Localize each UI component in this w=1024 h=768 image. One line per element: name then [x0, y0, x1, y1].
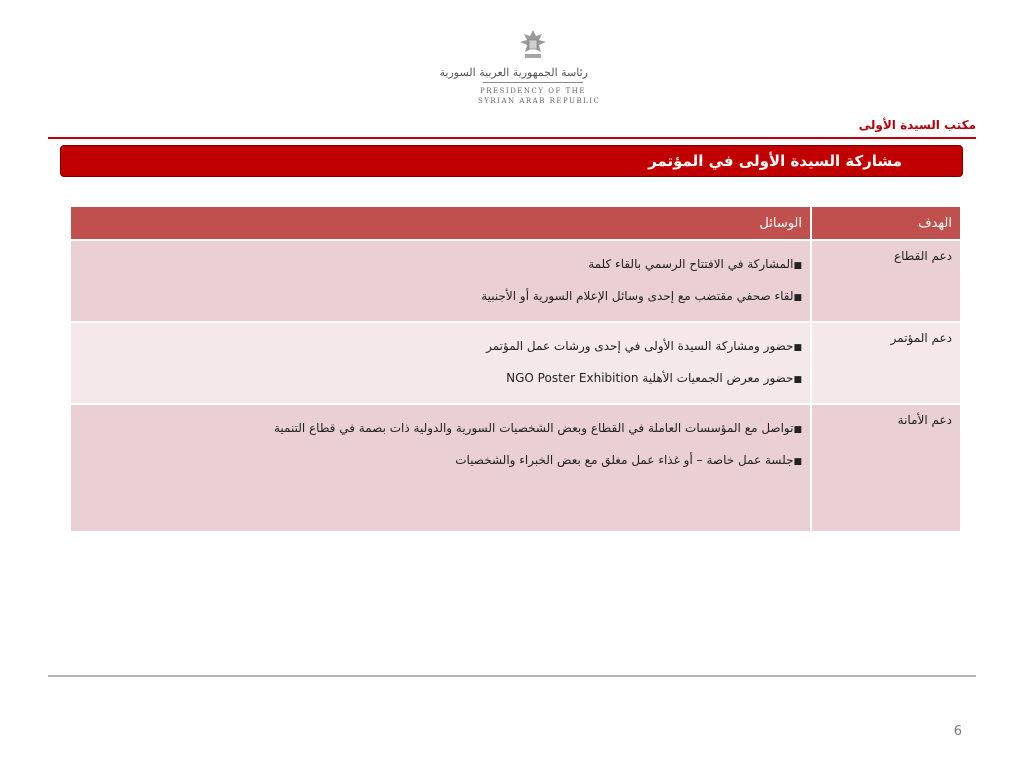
table-row: [70, 240, 961, 322]
means-cell: [70, 404, 811, 532]
means-text: لقاء صحفي مقتضب مع إحدى وسائل الإعلام السورية أو الأجنبية: [481, 289, 794, 303]
list-item: [79, 331, 802, 363]
goal-cell: دعم الأمانة: [811, 404, 961, 532]
means-text: حضور ومشاركة السيدة الأولى في إحدى ورشات عمل المؤتمر: [486, 339, 794, 353]
list-item: [79, 363, 802, 395]
means-cell: [70, 322, 811, 404]
table-row: [70, 322, 961, 404]
logo-english-line1: PRESIDENCY OF THE: [480, 87, 586, 95]
page-title: مشاركة السيدة الأولى في المؤتمر: [648, 152, 902, 170]
list-item: [79, 445, 802, 477]
office-name: مكتب السيدة الأولى: [858, 118, 976, 132]
header-divider: [48, 137, 976, 139]
header-goal: الهدف: [811, 206, 961, 240]
title-bar: [60, 145, 963, 177]
means-text: تواصل مع المؤسسات العاملة في القطاع وبعض الشخصيات السورية والدولية ذات بصمة في قطاع التنمية: [273, 421, 794, 435]
logo-arabic-text: رئاسة الجمهورية العربية السورية: [439, 66, 588, 79]
table-header-row: [70, 206, 961, 240]
goal-cell: دعم المؤتمر: [811, 322, 961, 404]
header-means: الوسائل: [70, 206, 811, 240]
goal-cell: دعم القطاع: [811, 240, 961, 322]
table-row: [70, 404, 961, 532]
bullet-icon: ■: [793, 425, 802, 435]
footer-divider: [48, 675, 976, 677]
logo-divider: [483, 82, 583, 83]
goals-means-table: [69, 205, 962, 533]
logo-english-line2: SYRIAN ARAB REPUBLIC: [478, 97, 601, 105]
page-number: 6: [953, 724, 962, 739]
bullet-icon: ■: [793, 293, 802, 303]
bullet-icon: ■: [793, 343, 802, 353]
list-item: [79, 413, 802, 445]
means-cell: [70, 240, 811, 322]
emblem-icon: [518, 28, 548, 62]
bullet-icon: ■: [793, 375, 802, 385]
means-text: حضور معرض الجمعيات الأهلية NGO Poster Exhibition: [506, 371, 794, 385]
list-item: [79, 281, 802, 313]
presidency-logo: [439, 28, 601, 106]
bullet-icon: ■: [793, 261, 802, 271]
bullet-icon: ■: [793, 457, 802, 467]
means-text: المشاركة في الافتتاح الرسمي بالقاء كلمة: [588, 257, 794, 271]
means-text: جلسة عمل خاصة – أو غذاء عمل مغلق مع بعض الخبراء والشخصيات: [455, 453, 794, 467]
list-item: [79, 249, 802, 281]
